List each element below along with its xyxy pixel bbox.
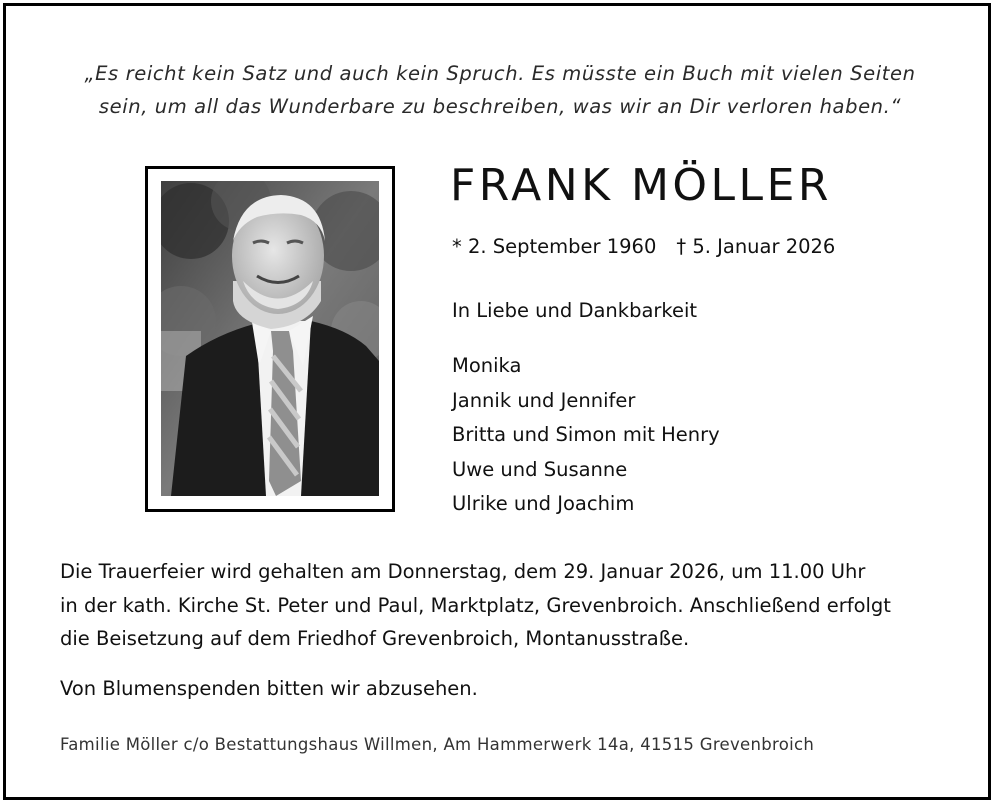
ceremony-details: [60, 555, 960, 656]
ceremony-line-2: in der kath. Kirche St. Peter und Paul, Marktplatz, Grevenbroich. Anschließend erfolgt: [60, 593, 891, 617]
mourner-item: Monika: [452, 354, 522, 377]
contact-address: Familie Möller c/o Bestattungshaus Willmen, Am Hammerwerk 14a, 41515 Grevenbroich: [60, 735, 815, 754]
ceremony-line-3: die Beisetzung auf dem Friedhof Grevenbroich, Montanusstraße.: [60, 627, 690, 650]
ceremony-line-1: Die Trauerfeier wird gehalten am Donnerstag, dem 29. Januar 2026, um 11.00 Uhr: [60, 560, 866, 583]
memorial-quote: [40, 57, 960, 123]
mourner-item: Britta und Simon mit Henry: [452, 423, 720, 446]
life-dates: [452, 235, 835, 258]
flowers-note: Von Blumenspenden bitten wir abzusehen.: [60, 677, 478, 700]
portrait-photo: [161, 181, 379, 496]
dedication-text: In Liebe und Dankbarkeit: [452, 299, 698, 322]
portrait-frame: [145, 166, 395, 512]
death-date: † 5. Januar 2026: [676, 235, 836, 258]
mourner-item: Jannik und Jennifer: [452, 388, 636, 412]
mourner-item: Uwe und Susanne: [452, 457, 628, 481]
deceased-name: FRANK MÖLLER: [450, 160, 832, 211]
mourner-item: Ulrike und Joachim: [452, 492, 635, 515]
mourners-list: [452, 353, 720, 526]
quote-line-2: sein, um all das Wunderbare zu beschreiben, was wir an Dir verloren haben.“: [98, 95, 902, 118]
quote-line-1: „Es reicht kein Satz und auch kein Spruch. Es müsste ein Buch mit vielen Seiten: [84, 62, 916, 85]
birth-date: * 2. September 1960: [452, 235, 657, 258]
